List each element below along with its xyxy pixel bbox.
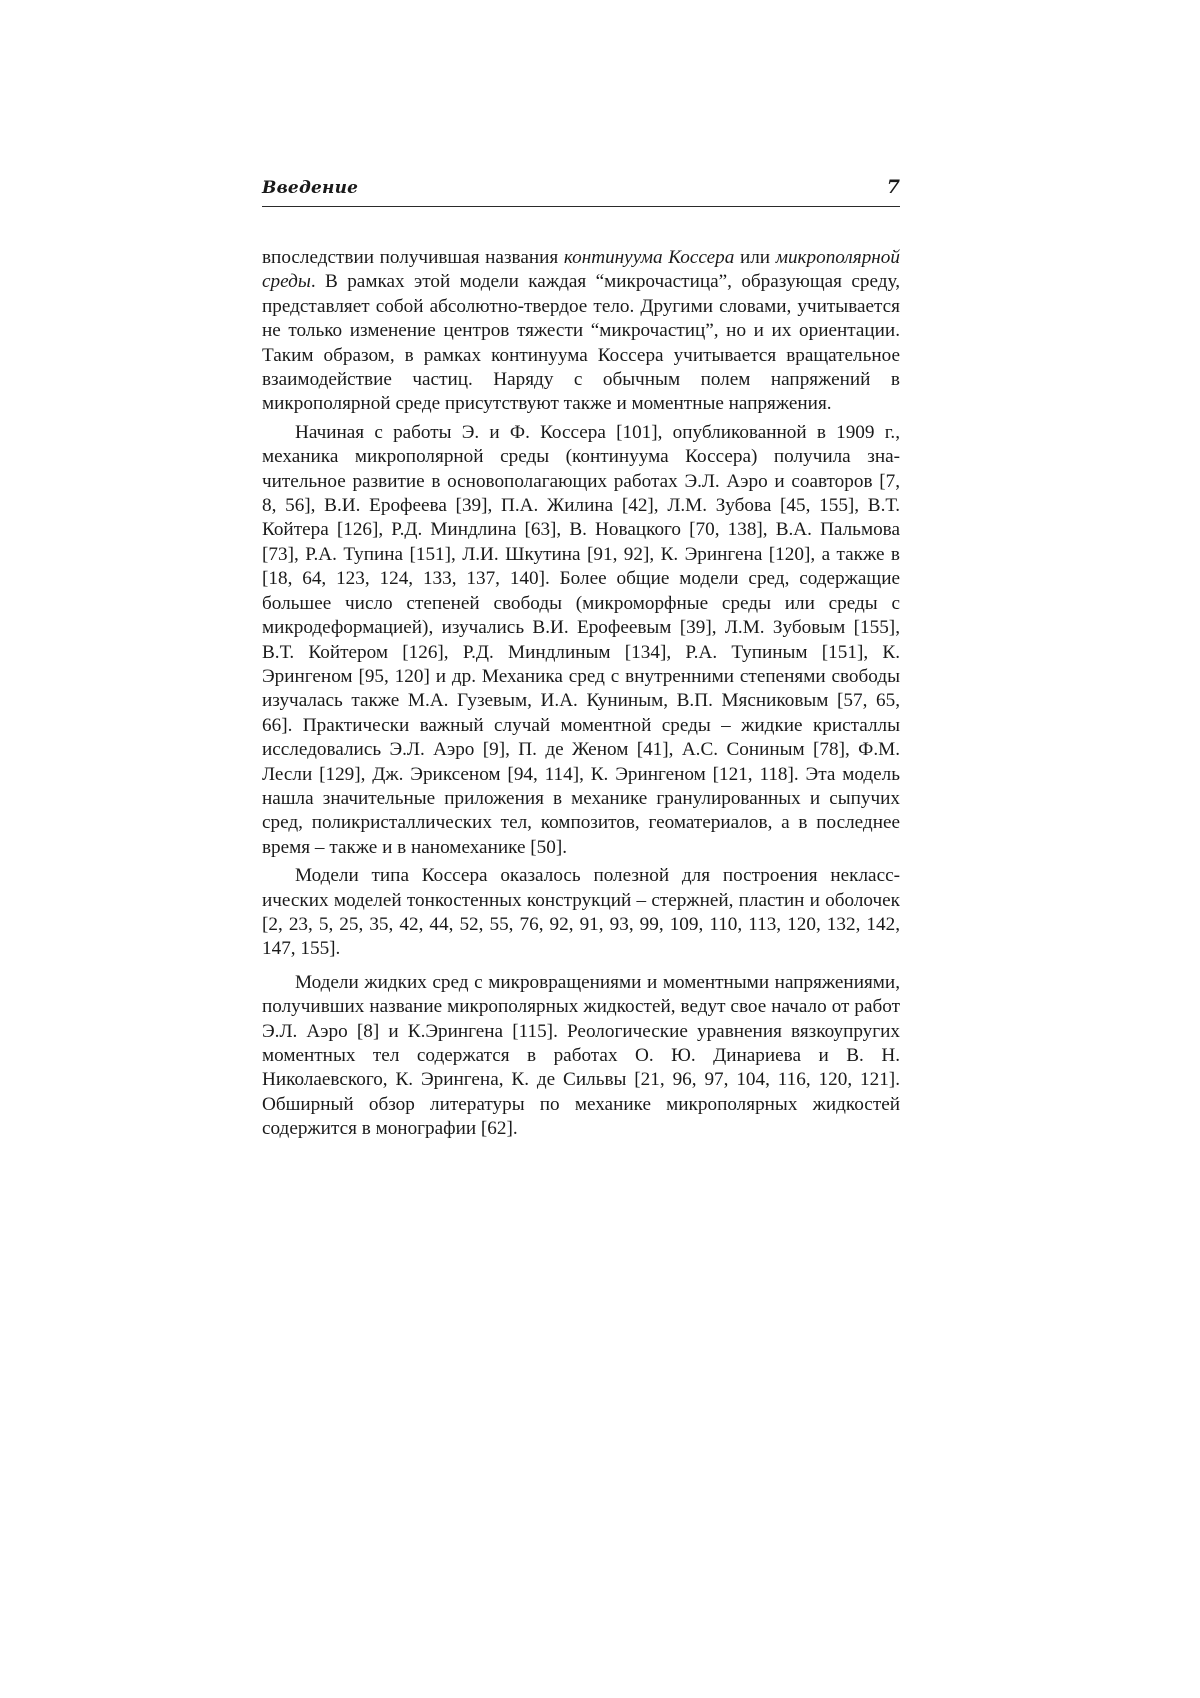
term-micropolar-medium: микрополярной среды	[262, 247, 900, 293]
paragraph-4: Модели жидких сред с микровращениями и моментными напряжениями, получивших название микрополярных жидкостей, ведут свое начало от работ Э.Л. Аэро [8] и К.Эрингена [115]. Реологические уравнения вязкоупругих моментных тел содержатся в работах О. Ю. Динариева и В. Н. Николаевского, К. Эрингена, К. де Сильвы [21, 96, 97, 104, 116, 120, 121]. Обширный обзор литературы по механике микрополярных жидкостей содержится в монографии [62].	[262, 971, 900, 1140]
paragraph-2: Начиная с работы Э. и Ф. Коссера [101], опубликованной в 1909 г., механика микрополярной среды (континуума Коссера) получила значительное развитие в основополагающих работах Э.Л. Аэро и соавторов [7, 8, 56], В.И. Ерофеева [39], П.А. Жилина [42], Л.М. Зубова [45, 155], В.Т. Койтера [126], Р.Д. Миндлина [63], В. Новацкого [70, 138], В.А. Пальмова [73], Р.А. Тупина [151], Л.И. Шкутина [91, 92], К. Эрингена [120], а также в [18, 64, 123, 124, 133, 137, 140]. Более общие модели сред, содержащие большее число степеней свободы (микроморфные среды или среды с микродеформацией), изучались В.И. Ерофеевым [39], Л.М. Зубовым [155], В.Т. Койтером [126], Р.Д. Миндлиным [134], Р.А. Тупиным [151], К. Эрингеном [95, 120] и др. Механика сред с внутренними степенями свободы изучалась также М.А. Гузевым, И.А. Куниным, В.П. Мясниковым [57, 65, 66]. Практически важный случай моментной среды – жидкие кристаллы исследовались Э.Л. Аэро [9], П. де Женом [41], А.С. Сониным [78], Ф.М. Лесли [129], Дж. Эриксеном [94, 114], К. Эрингеном [121, 118]. Эта модель нашла значительные приложения в механике гранулированных и сыпучих сред, поликристаллических тел, композитов, геоматериалов, а в последнее время – также и в наномеханике [50].	[262, 421, 900, 858]
running-header	[262, 176, 900, 207]
page-number: 7	[886, 176, 900, 198]
paragraph-1-intro: впоследствии получившая названия	[262, 247, 564, 268]
paragraph-3: Модели типа Коссера оказалось полезной для построения неклассических моделей тонкостенных конструкций – стержней, пластин и оболочек [2, 23, 5, 25, 35, 42, 44, 52, 55, 76, 92, 91, 93, 99, 109, 110, 113, 120, 132, 142, 147, 155].	[262, 865, 900, 960]
term-cosserat-continuum: континуума Коссера	[563, 247, 735, 268]
chapter-title: Введение	[262, 178, 359, 198]
paragraph-1	[262, 246, 900, 417]
paragraph-1-mid: или	[734, 247, 776, 268]
paragraph-1-rest: . В рамках этой модели каждая “микрочастица”, образующая среду, представляет собой абсолютно-твердое тело. Другими словами, учитывается не только изменение центров тяжести “микрочастиц”, но и их ориентации. Таким образом, в рамках континуума Коссера учитывается вращательное взаимодействие частиц. Наряду с обычным полем напряжений в микрополярной среде присутствуют также и моментные напряжения.	[262, 271, 900, 415]
body-text	[262, 246, 900, 1142]
